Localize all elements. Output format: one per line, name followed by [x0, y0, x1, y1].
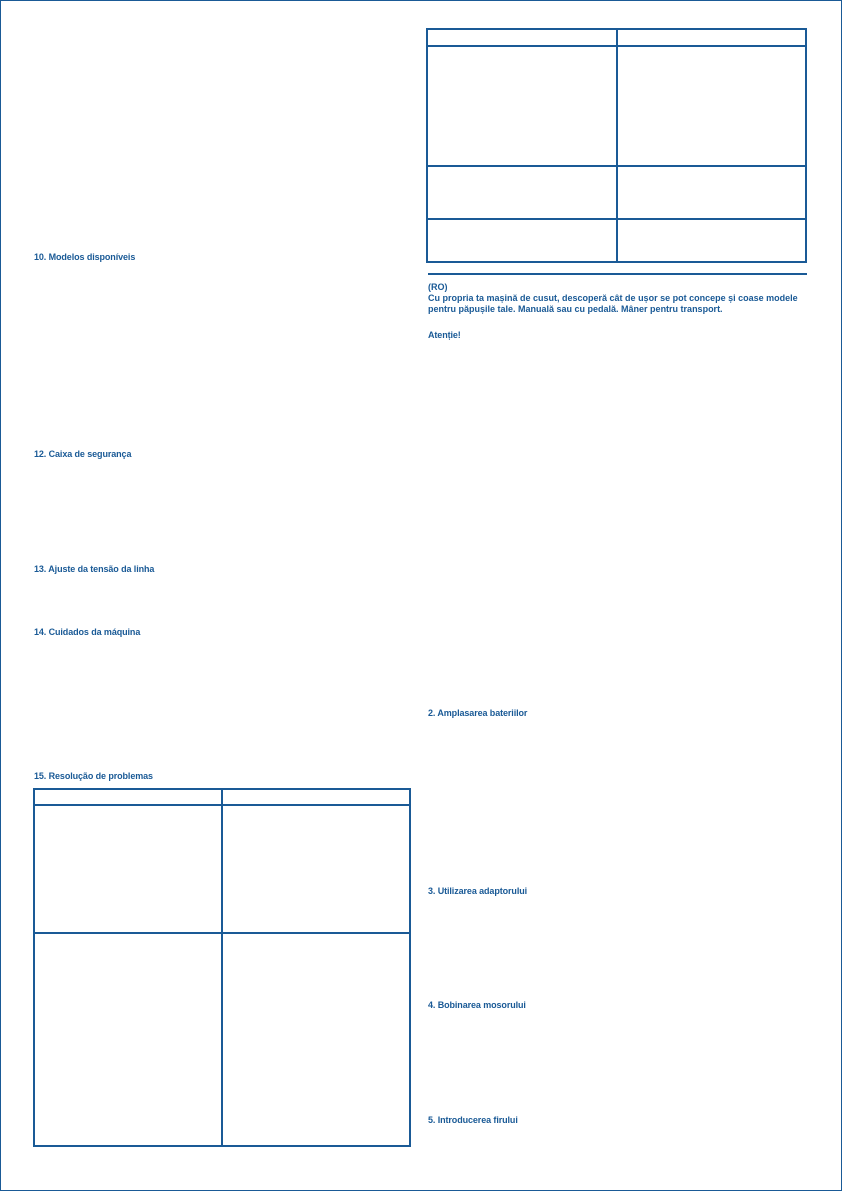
table-cell	[222, 805, 410, 933]
table-cell	[427, 166, 617, 219]
table-cell	[427, 219, 617, 262]
table-header-row	[34, 789, 410, 805]
section-title-modelos: 10. Modelos disponíveis	[34, 252, 136, 262]
table-cell	[617, 219, 806, 262]
table-cell	[427, 46, 617, 166]
table-cell	[427, 29, 617, 46]
troubleshooting-table	[33, 788, 411, 1147]
top-right-table	[426, 28, 807, 263]
language-code: (RO)	[428, 282, 448, 292]
language-divider	[428, 273, 807, 275]
intro-paragraph: Cu propria ta mașină de cusut, descoperă cât de ușor se pot concepe și coase modele pentru păpușile tale. Manuală sau cu pedală. Mâner pentru transport.	[428, 293, 798, 314]
table-header-row	[427, 29, 806, 46]
table-row	[34, 933, 410, 1146]
table-cell	[34, 805, 222, 933]
warning-label: Atenție!	[428, 330, 461, 340]
table-cell	[34, 789, 222, 805]
table-cell	[222, 789, 410, 805]
section-title-cuidados: 14. Cuidados da máquina	[34, 627, 141, 637]
section-title-ajuste: 13. Ajuste da tensão da linha	[34, 564, 155, 574]
table-cell	[222, 933, 410, 1146]
section-title-amplasarea: 2. Amplasarea bateriilor	[428, 708, 528, 718]
table-row	[427, 166, 806, 219]
section-title-introducerea: 5. Introducerea firului	[428, 1115, 518, 1125]
section-title-resolucao: 15. Resolução de problemas	[34, 771, 153, 781]
section-title-utilizarea: 3. Utilizarea adaptorului	[428, 886, 528, 896]
table-row	[427, 46, 806, 166]
table-cell	[617, 166, 806, 219]
table-cell	[617, 29, 806, 46]
section-title-caixa: 12. Caixa de segurança	[34, 449, 132, 459]
table-row	[427, 219, 806, 262]
section-title-bobinarea: 4. Bobinarea mosorului	[428, 1000, 526, 1010]
table-cell	[34, 933, 222, 1146]
table-cell	[617, 46, 806, 166]
table-row	[34, 805, 410, 933]
